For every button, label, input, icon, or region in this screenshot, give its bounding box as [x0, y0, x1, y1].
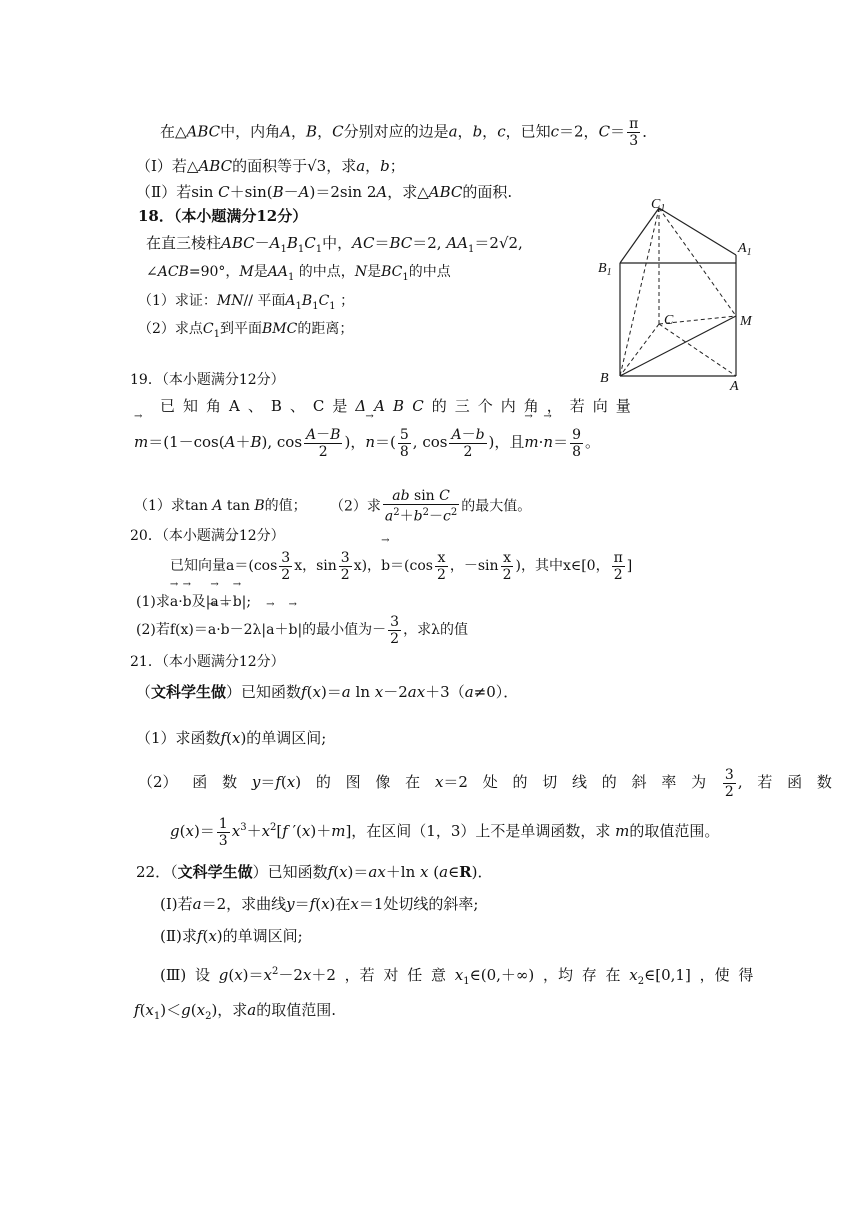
label-A: A: [730, 379, 739, 394]
p19-intro: 已知角A、B、C是ΔABC的三个内角，若向量: [160, 397, 639, 415]
label-C: C: [664, 313, 674, 328]
p19-q1: （1）求tan A tan B的值；: [134, 498, 307, 514]
p22-q2: (Ⅱ)求f(x)的单调区间;: [160, 927, 303, 945]
label-C1: $C_1$: [651, 197, 666, 214]
p20-q1: (1)求→ a·→ b及|→ a＋→ b|;: [136, 592, 251, 612]
p21-q2b: g(x)＝ $\frac{1}{3}$ $x^3+x^2[f$ ′(x)＋m]，在区间（1，3）上不是单调函数，求 m的取值范围。: [170, 815, 720, 849]
p18-q1: （1）求证：MN// 平面$A_1B_1C_1$ ；: [138, 293, 355, 312]
p21-q1: （1）求函数f(x)的单调区间;: [136, 729, 327, 747]
label-B: B: [600, 371, 609, 386]
prism-figure: [592, 192, 764, 398]
p18-intro2: ∠ACB=90°，M是$AA_1$ 的中点，N是$BC_1$的中点: [146, 264, 451, 283]
p20-title: 20．（本小题满分12分）: [130, 528, 285, 544]
p20-q2: (2)若f(x)＝→ a·→ b－2λ|→ a＋→ b|的最小值为－ $\frac{3}{2}$ ，求λ的值: [136, 612, 468, 648]
p17-q1: （Ⅰ）若△ABC的面积等于√3，求a，b；: [136, 157, 405, 175]
p22-q1: (Ⅰ)若a＝2，求曲线y＝f(x)在x＝1处切线的斜率;: [160, 895, 479, 913]
p21-title: 21．（本小题满分12分）: [130, 654, 285, 670]
p18-intro: 在直三棱柱$ABC-A_1B_1C_1$中，AC＝BC＝2, $AA_1=2√2$,: [146, 234, 523, 255]
label-M: M: [740, 314, 752, 329]
label-A1: $A_1$: [738, 241, 752, 258]
p22-q3b: $f(x_1)<g(x_2)$，求a的取值范围.: [134, 1001, 337, 1022]
p19-title: 19．（本小题满分12分）: [130, 372, 285, 388]
p21-intro: （文科学生做）已知函数f(x)＝a ln x－2ax＋3（a≠0）．: [136, 683, 519, 701]
p18-title: 18．（本小题满分12分）: [138, 207, 308, 225]
p21-q2a: （2） 函 数 y＝f(x) 的 图 像 在 x＝2 处 的 切 线 的 斜 率 为 $\frac{3}{2}$ , 若 函 数: [138, 766, 832, 800]
p20-intro: 已知向量→ a＝(cos $\frac{3}{2}$ x，sin $\frac{3}{2}$ x)，→ b＝(cos $\frac{x}{2}$ ，－sin $\frac{x}{2}$ )，其中x∈[0， $\frac{\pi}{2}$ ]: [170, 548, 632, 584]
p22-intro: 22．（文科学生做）已知函数f(x)＝ax＋ln x (a∈R)．: [136, 863, 493, 881]
label-B1: $B_1$: [598, 261, 612, 278]
p22-q3a: (Ⅲ) 设 $g(x)=x^2-2x+2$ ，若 对 任 意 $x_1\in(0,+\infty)$ ，均 存 在 $x_2\in[0,1]$ ，使 得: [160, 966, 754, 987]
p19-vectors: → m＝(1－cos(A＋B), cos $\frac{A-B}{2}$ )，→ n＝( $\frac{5}{8}$ , cos $\frac{A-b}{2}$ )，且→ m·→ n＝ $\frac{9}{8}$ 。: [134, 424, 600, 460]
p17-q2: （Ⅱ）若sin C＋sin(B－A)＝2sin 2A，求△ABC的面积.: [136, 183, 513, 201]
p18-q2: （2）求点$C_1$到平面BMC的距离；: [138, 321, 354, 340]
p17-intro: 在△ABC中，内角A，B，C分别对应的边是a，b，c，已知c＝2，C＝ $\frac{\pi}{3}$ ．: [160, 116, 658, 149]
p19-q2: （2）求 $\frac{\text{ab sin C}}{a^2+b^2-c^2}$ 的最大值。: [330, 488, 532, 525]
